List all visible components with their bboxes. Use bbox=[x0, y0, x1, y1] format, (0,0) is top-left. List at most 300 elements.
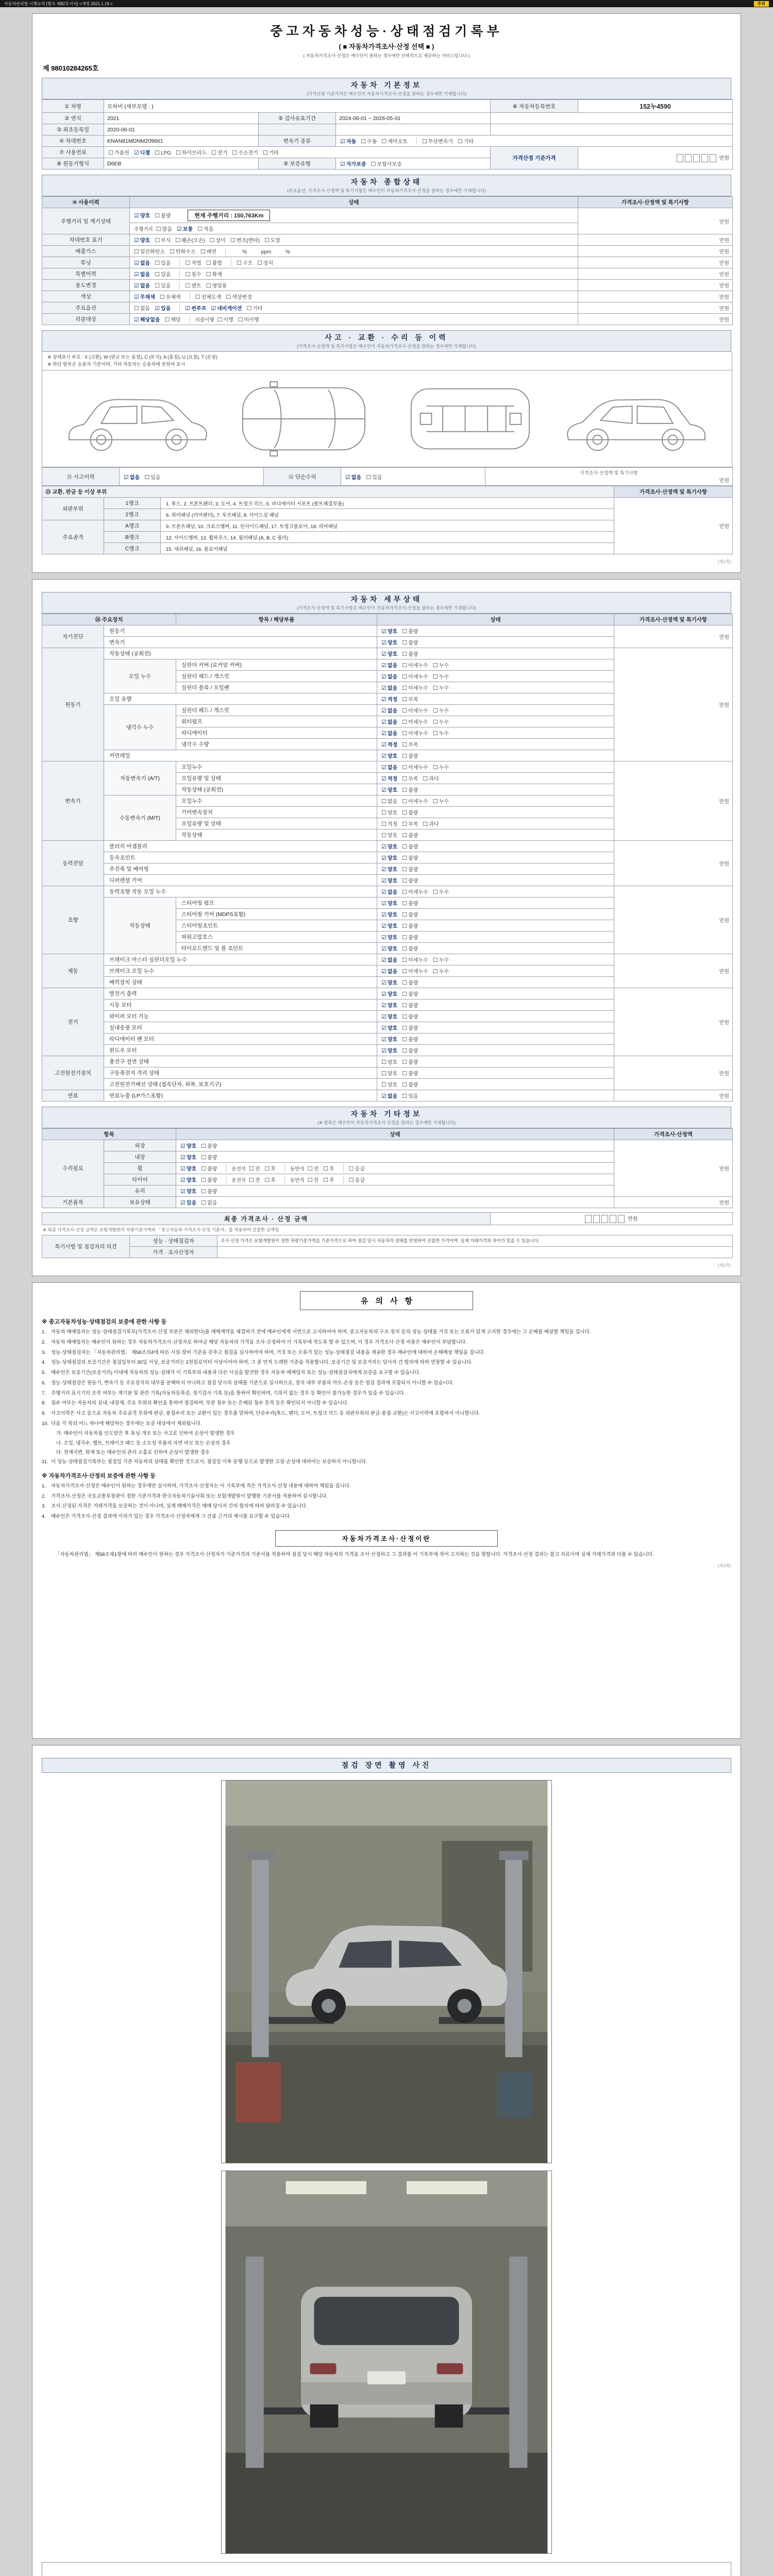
checkbox-후[interactable] bbox=[265, 1176, 276, 1183]
note-text: 성능·상태점검은 원동기, 변속기 등 주요장치의 내부를 분해하지 아니하고 점검 당시의 상태를 기준으로 실시하므로, 장치 내부 부품의 마모·손상 등은 점검 결과에 포함되지 아니할 수 있습니다. bbox=[51, 1380, 454, 1386]
checkbox-구조[interactable] bbox=[237, 259, 253, 266]
checkbox-불량[interactable] bbox=[402, 854, 418, 861]
checkbox-불법[interactable] bbox=[206, 259, 222, 266]
checkbox-label: 불량 bbox=[408, 992, 418, 997]
value-cell: 가격조사·산정액 및 특기사항 bbox=[578, 197, 733, 208]
checkbox-없음[interactable] bbox=[345, 473, 361, 481]
checkbox-불량[interactable] bbox=[402, 865, 418, 873]
checkbox-후[interactable] bbox=[323, 1164, 334, 1172]
checkbox-양호[interactable] bbox=[180, 1176, 196, 1183]
checkbox-없음[interactable] bbox=[381, 888, 397, 895]
checkbox-불량[interactable] bbox=[402, 1046, 418, 1054]
checkbox-많음[interactable] bbox=[156, 225, 172, 232]
checkbox-누수[interactable] bbox=[433, 718, 449, 725]
checkbox-불량[interactable] bbox=[402, 627, 418, 635]
checkbox-수소전기[interactable] bbox=[232, 148, 258, 156]
checkbox-불량[interactable] bbox=[201, 1164, 217, 1172]
value-cell: 만원 bbox=[578, 246, 733, 257]
checkbox-양호[interactable] bbox=[381, 910, 397, 918]
unchecked-checkbox-glyph: ☐ bbox=[185, 283, 191, 289]
checkbox-일산화탄소[interactable] bbox=[134, 247, 165, 255]
checkbox-양호[interactable] bbox=[134, 236, 150, 244]
value-cell: 워터펌프 bbox=[176, 716, 377, 727]
label-cell: 주행거리 및 계기상태 bbox=[42, 208, 130, 234]
checked-checkbox-glyph: ☑ bbox=[134, 272, 139, 278]
checkbox-label: 있음 bbox=[161, 261, 171, 266]
checkbox-적정[interactable] bbox=[381, 695, 397, 703]
checkbox-누수[interactable] bbox=[433, 797, 449, 805]
checkbox-침수[interactable] bbox=[185, 270, 201, 278]
value-cell bbox=[377, 761, 614, 773]
checkbox-양호[interactable] bbox=[180, 1153, 196, 1161]
checkbox-부족[interactable] bbox=[402, 740, 418, 748]
checkbox-없음[interactable] bbox=[124, 473, 140, 481]
checked-checkbox-glyph: ☑ bbox=[381, 946, 386, 952]
checkbox-부족[interactable] bbox=[402, 820, 418, 827]
checkbox-불량[interactable] bbox=[402, 922, 418, 929]
option-group bbox=[380, 854, 427, 861]
section-overall-condition bbox=[42, 175, 731, 196]
checkbox-양호[interactable] bbox=[381, 854, 397, 861]
checkbox-불량[interactable] bbox=[402, 876, 418, 884]
checkbox-자가보증[interactable] bbox=[340, 160, 366, 167]
checkbox-누수[interactable] bbox=[433, 684, 449, 691]
unchecked-checkbox-glyph: ☐ bbox=[211, 150, 217, 156]
checkbox-매연[interactable] bbox=[200, 247, 216, 255]
note-number: 5. bbox=[42, 1370, 46, 1376]
checkbox-없음[interactable] bbox=[381, 729, 397, 737]
note-item bbox=[42, 1420, 731, 1428]
checkbox-불량[interactable] bbox=[155, 211, 171, 219]
checkbox-불량[interactable] bbox=[201, 1176, 217, 1183]
checkbox-누수[interactable] bbox=[433, 763, 449, 771]
checkbox-누수[interactable] bbox=[433, 967, 449, 975]
checkbox-미세누수[interactable] bbox=[402, 729, 428, 737]
checkbox-전[interactable] bbox=[249, 1176, 260, 1183]
unchecked-checkbox-glyph: ☐ bbox=[432, 674, 438, 680]
unchecked-checkbox-glyph: ☐ bbox=[402, 1025, 408, 1031]
checkbox-불량[interactable] bbox=[402, 1012, 418, 1020]
option-group bbox=[380, 740, 427, 748]
checkbox-후[interactable] bbox=[323, 1176, 334, 1183]
checkbox-무단변속기[interactable] bbox=[422, 137, 453, 145]
unchecked-checkbox-glyph: ☐ bbox=[402, 674, 408, 680]
checkbox-양호[interactable] bbox=[381, 808, 397, 816]
value-cell: 오일누수 bbox=[176, 761, 377, 773]
checked-checkbox-glyph: ☑ bbox=[180, 1200, 186, 1206]
checkbox-양호[interactable] bbox=[381, 876, 397, 884]
checkbox-label: 없음 bbox=[387, 765, 398, 771]
label-cell: 외장 bbox=[104, 1140, 176, 1151]
value-cell: 오일유량 및 상태 bbox=[176, 773, 377, 784]
option-group bbox=[380, 865, 427, 873]
checkbox-양호[interactable] bbox=[381, 638, 397, 646]
value-cell: 오일누수 bbox=[176, 795, 377, 807]
legend-line-1: ※ 상태표시 부호 : X (교환), W (판금 또는 용접), C (부식), A (흠집), U (요철), T (손상) bbox=[47, 354, 217, 360]
checkbox-label: 미세누수 bbox=[408, 890, 428, 895]
checkbox-불량[interactable] bbox=[402, 1080, 418, 1088]
form-reference-text: 자동차관리법 시행규칙 [별지 제82호서식] <개정 2021.1.19.> bbox=[4, 1, 113, 6]
inspection-photos bbox=[42, 1780, 731, 2554]
checkbox-label: 불량 bbox=[408, 844, 418, 850]
checkbox-도말[interactable] bbox=[264, 236, 280, 244]
checkbox-화재[interactable] bbox=[206, 270, 222, 278]
checkbox-label: 양호 bbox=[387, 878, 398, 884]
checkbox-label: 영업용 bbox=[212, 283, 227, 289]
checkbox-미세누수[interactable] bbox=[402, 684, 428, 691]
checkbox-불량[interactable] bbox=[402, 650, 418, 657]
checkbox-불량[interactable] bbox=[201, 1187, 217, 1195]
unchecked-checkbox-glyph: ☐ bbox=[432, 731, 438, 737]
checkbox-label: 양호 bbox=[387, 935, 398, 941]
checkbox-불량[interactable] bbox=[402, 990, 418, 997]
value-cell bbox=[377, 795, 614, 807]
checkbox-썬루프[interactable] bbox=[185, 304, 206, 312]
value-cell bbox=[176, 1163, 614, 1174]
option-group-label: 운전석 bbox=[231, 1166, 246, 1172]
value-cell: 디퍼렌셜 기어 bbox=[104, 875, 377, 886]
checkbox-미세누수[interactable] bbox=[402, 888, 428, 895]
checkbox-전[interactable] bbox=[308, 1176, 319, 1183]
checkbox-양호[interactable] bbox=[381, 990, 397, 997]
checked-checkbox-glyph: ☑ bbox=[381, 640, 386, 646]
value-cell bbox=[377, 818, 614, 829]
checkbox-없음[interactable] bbox=[381, 672, 397, 680]
checkbox-양호[interactable] bbox=[134, 211, 150, 219]
checkbox-label: 미세누수 bbox=[408, 674, 428, 680]
checkbox-미세누수[interactable] bbox=[402, 661, 428, 669]
checkbox-미세누수[interactable] bbox=[402, 797, 428, 805]
checkbox-미세누수[interactable] bbox=[402, 718, 428, 725]
checkbox-기타[interactable] bbox=[263, 148, 279, 156]
checkbox-있음[interactable] bbox=[180, 1198, 196, 1206]
checkbox-양호[interactable] bbox=[381, 933, 397, 941]
value-cell: 작동상태 bbox=[104, 897, 176, 954]
checkbox-label: 없음 bbox=[387, 958, 398, 963]
checkbox-기타[interactable] bbox=[458, 137, 474, 145]
value-cell: 구동축전지 격리 상태 bbox=[104, 1067, 377, 1079]
checkbox-없음[interactable] bbox=[381, 763, 397, 771]
car-diagram-right-side bbox=[558, 376, 715, 462]
label-cell: 고전원전기장치 bbox=[42, 1056, 104, 1090]
value-cell bbox=[377, 920, 614, 931]
checkbox-하이브리드[interactable] bbox=[176, 148, 207, 156]
checkbox-누수[interactable] bbox=[433, 956, 449, 963]
checkbox-불량[interactable] bbox=[201, 1142, 217, 1149]
checkbox-보통[interactable] bbox=[177, 225, 193, 232]
checkbox-양호[interactable] bbox=[381, 978, 397, 986]
checkbox-불량[interactable] bbox=[402, 1069, 418, 1077]
checkbox-없음[interactable] bbox=[381, 967, 397, 975]
option-group bbox=[179, 304, 271, 312]
value-cell bbox=[104, 147, 491, 158]
checkbox-없음[interactable] bbox=[381, 718, 397, 725]
checkbox-유채색[interactable] bbox=[160, 293, 181, 300]
checkbox-양호[interactable] bbox=[381, 1046, 397, 1054]
checkbox-label: 미세누수 bbox=[408, 663, 428, 669]
checkbox-변조(변타)[interactable] bbox=[230, 236, 260, 244]
checkbox-LPG[interactable] bbox=[155, 149, 171, 156]
checkbox-있음[interactable] bbox=[155, 281, 171, 289]
checkbox-전기[interactable] bbox=[211, 148, 227, 156]
checkbox-가솔린[interactable] bbox=[108, 148, 129, 156]
checkbox-적법[interactable] bbox=[185, 259, 201, 266]
checkbox-해당없음[interactable] bbox=[134, 315, 160, 323]
unchecked-checkbox-glyph: ☐ bbox=[432, 685, 438, 691]
value-cell bbox=[377, 965, 614, 977]
unchecked-checkbox-glyph: ☐ bbox=[432, 663, 438, 669]
checkbox-불량[interactable] bbox=[402, 1058, 418, 1065]
option-group bbox=[179, 1142, 226, 1149]
checkbox-무채색[interactable] bbox=[134, 293, 155, 300]
checkbox-누수[interactable] bbox=[433, 729, 449, 737]
value-cell: 발전기 출력 bbox=[104, 988, 377, 999]
checkbox-불량[interactable] bbox=[402, 808, 418, 816]
checkbox-label: 후 bbox=[329, 1178, 334, 1183]
checkbox-네비게이션[interactable] bbox=[211, 304, 242, 312]
checkbox-과다[interactable] bbox=[423, 774, 439, 782]
checkbox-적정[interactable] bbox=[381, 774, 397, 782]
label-cell: 기본품목 bbox=[42, 1197, 104, 1208]
checkbox-label: 전 bbox=[255, 1166, 260, 1172]
checkbox-불량[interactable] bbox=[402, 910, 418, 918]
note-item bbox=[42, 1339, 731, 1347]
checkbox-양호[interactable] bbox=[180, 1142, 196, 1149]
checkbox-없음[interactable] bbox=[381, 956, 397, 963]
checkbox-label: 불량 bbox=[408, 867, 418, 873]
section-title: 점검 장면 촬영 사진 bbox=[341, 1761, 432, 1770]
checkbox-없음[interactable] bbox=[134, 304, 150, 312]
checkbox-양호[interactable] bbox=[381, 1001, 397, 1009]
price-digit-box bbox=[601, 1215, 608, 1223]
warning-badge[interactable]: 주의 bbox=[754, 1, 769, 7]
checked-checkbox-glyph: ☑ bbox=[381, 980, 386, 986]
checkbox-영업용[interactable] bbox=[206, 281, 227, 289]
value-cell bbox=[377, 716, 614, 727]
checkbox-양호[interactable] bbox=[381, 752, 397, 759]
checkbox-적음[interactable] bbox=[197, 225, 213, 232]
value-cell: 만원 bbox=[614, 1090, 733, 1101]
checked-checkbox-glyph: ☑ bbox=[381, 663, 386, 669]
checkbox-양호[interactable] bbox=[381, 1012, 397, 1020]
option-group bbox=[380, 978, 427, 986]
checkbox-있음[interactable] bbox=[402, 1092, 418, 1099]
checkbox-부족[interactable] bbox=[402, 774, 418, 782]
checkbox-양호[interactable] bbox=[381, 831, 397, 839]
option-group bbox=[380, 910, 427, 918]
unchecked-checkbox-glyph: ☐ bbox=[402, 946, 408, 952]
checkbox-불량[interactable] bbox=[201, 1153, 217, 1161]
value-cell: 라디에이터 bbox=[176, 727, 377, 739]
checkbox-미세누수[interactable] bbox=[402, 763, 428, 771]
checkbox-누수[interactable] bbox=[433, 672, 449, 680]
checkbox-부족[interactable] bbox=[402, 695, 418, 703]
checkbox-세미오토[interactable] bbox=[381, 137, 408, 145]
checked-checkbox-glyph: ☑ bbox=[381, 685, 386, 691]
checkbox-불량[interactable] bbox=[402, 638, 418, 646]
note-item bbox=[42, 1483, 731, 1490]
unchecked-checkbox-glyph: ☐ bbox=[402, 685, 408, 691]
checkbox-탄화수소[interactable] bbox=[170, 247, 196, 255]
checkbox-불량[interactable] bbox=[402, 786, 418, 793]
option-group bbox=[380, 944, 427, 952]
unchecked-checkbox-glyph: ☐ bbox=[402, 1093, 408, 1099]
unchecked-checkbox-glyph: ☐ bbox=[175, 238, 181, 244]
checkbox-이행[interactable] bbox=[217, 315, 233, 323]
checkbox-label: 적법 bbox=[191, 261, 201, 266]
checkbox-양호[interactable] bbox=[381, 842, 397, 850]
checkbox-불량[interactable] bbox=[402, 842, 418, 850]
option-group bbox=[380, 1080, 427, 1088]
unchecked-checkbox-glyph: ☐ bbox=[217, 317, 223, 323]
checkbox-미이행[interactable] bbox=[238, 315, 259, 323]
checkbox-불량[interactable] bbox=[402, 944, 418, 952]
checkbox-양호[interactable] bbox=[381, 922, 397, 929]
checkbox-보험사보증[interactable] bbox=[371, 160, 402, 167]
checkbox-없음[interactable] bbox=[134, 281, 150, 289]
option-group bbox=[380, 820, 448, 827]
checkbox-양호[interactable] bbox=[381, 1024, 397, 1031]
checkbox-누수[interactable] bbox=[433, 888, 449, 895]
checkbox-없음[interactable] bbox=[201, 1198, 217, 1206]
checkbox-미세누수[interactable] bbox=[402, 956, 428, 963]
checkbox-양호[interactable] bbox=[381, 786, 397, 793]
checkbox-양호[interactable] bbox=[381, 1058, 397, 1065]
checkbox-과다[interactable] bbox=[423, 820, 439, 827]
note-number: 2. bbox=[42, 1339, 46, 1345]
checkbox-없음[interactable] bbox=[381, 661, 397, 669]
checkbox-없음[interactable] bbox=[134, 259, 150, 266]
checkbox-누수[interactable] bbox=[433, 706, 449, 714]
checkbox-있음[interactable] bbox=[366, 473, 382, 481]
checkbox-미세누수[interactable] bbox=[402, 967, 428, 975]
checkbox-불량[interactable] bbox=[402, 1035, 418, 1043]
checkbox-렌트[interactable] bbox=[185, 281, 201, 289]
checkbox-있음[interactable] bbox=[155, 304, 171, 312]
value-cell: D6EB bbox=[104, 158, 259, 170]
checkbox-부식[interactable] bbox=[155, 236, 171, 244]
checkbox-없음[interactable] bbox=[381, 1092, 397, 1099]
unchecked-checkbox-glyph: ☐ bbox=[155, 283, 160, 289]
checked-checkbox-glyph: ☑ bbox=[134, 317, 139, 323]
checkbox-양호[interactable] bbox=[381, 1080, 397, 1088]
checkbox-해당[interactable] bbox=[165, 315, 181, 323]
checkbox-없음[interactable] bbox=[381, 797, 397, 805]
checkbox-불량[interactable] bbox=[402, 1024, 418, 1031]
checkbox-있음[interactable] bbox=[144, 473, 160, 481]
note-text: 가격조사·산정은 국토교통부장관이 정한 기준가격과 한국자동차기술사회 또는 보험개발원이 발행한 기준서를 적용하여 실시합니다. bbox=[51, 1493, 328, 1499]
checkbox-양호[interactable] bbox=[381, 627, 397, 635]
checkbox-불량[interactable] bbox=[402, 899, 418, 907]
checkbox-적정[interactable] bbox=[381, 740, 397, 748]
checkbox-누수[interactable] bbox=[433, 661, 449, 669]
checkbox-양호[interactable] bbox=[180, 1164, 196, 1172]
checkbox-색상변경[interactable] bbox=[226, 293, 252, 300]
note-number: 1. bbox=[42, 1483, 46, 1489]
checkbox-없음[interactable] bbox=[134, 270, 150, 278]
label-cell: 최종 가격조사 · 산정 금액 bbox=[42, 1213, 491, 1225]
checkbox-기타[interactable] bbox=[246, 304, 262, 312]
unchecked-checkbox-glyph: ☐ bbox=[155, 272, 160, 278]
checkbox-미세누수[interactable] bbox=[402, 706, 428, 714]
checkbox-응급[interactable] bbox=[349, 1164, 365, 1172]
checkbox-있음[interactable] bbox=[155, 259, 171, 266]
label-cell: ⑥ 자동차등록번호 bbox=[491, 100, 578, 113]
checkbox-label: 없음 bbox=[387, 969, 398, 975]
note-item bbox=[42, 1459, 731, 1466]
checkbox-상이[interactable] bbox=[210, 236, 226, 244]
unchecked-checkbox-glyph: ☐ bbox=[248, 1166, 254, 1172]
checkbox-양호[interactable] bbox=[381, 944, 397, 952]
checkbox-label: 불량 bbox=[408, 980, 418, 986]
checkbox-전[interactable] bbox=[308, 1164, 319, 1172]
value-cell: 항목 bbox=[42, 1129, 176, 1140]
checkbox-장치[interactable] bbox=[257, 259, 273, 266]
checkbox-수동[interactable] bbox=[361, 137, 377, 145]
label-cell: 연료 bbox=[42, 1090, 104, 1101]
checkbox-불량[interactable] bbox=[402, 831, 418, 839]
checkbox-훼손(오손)[interactable] bbox=[175, 236, 205, 244]
checkbox-후[interactable] bbox=[265, 1164, 276, 1172]
checkbox-불량[interactable] bbox=[402, 752, 418, 759]
checkbox-전체도색[interactable] bbox=[195, 293, 222, 300]
value-cell: 충전구 절연 상태 bbox=[104, 1056, 377, 1067]
checkbox-양호[interactable] bbox=[381, 650, 397, 657]
checkbox-양호[interactable] bbox=[381, 1035, 397, 1043]
checkbox-있음[interactable] bbox=[155, 270, 171, 278]
checkbox-label: 누수 bbox=[439, 958, 449, 963]
checkbox-적정[interactable] bbox=[381, 820, 397, 827]
label-cell: 특기사항 및 점검자의 의견 bbox=[42, 1235, 130, 1258]
checkbox-label: 없음 bbox=[351, 474, 362, 481]
table-row bbox=[42, 486, 733, 498]
checkbox-label: 불량 bbox=[207, 1189, 217, 1195]
checkbox-없음[interactable] bbox=[381, 706, 397, 714]
notes-section-a-items bbox=[42, 1329, 731, 1466]
option-group bbox=[380, 729, 458, 737]
checkbox-label: 무단변속기 bbox=[428, 139, 453, 145]
unchecked-checkbox-glyph: ☐ bbox=[232, 150, 238, 156]
option-group bbox=[380, 1058, 427, 1065]
document-subtitle: ( ■ 자동차가격조사·산정 선택 ■ ) bbox=[339, 43, 434, 50]
value-cell bbox=[377, 739, 614, 750]
section-title: 자동차 기본정보 bbox=[350, 81, 423, 89]
checkbox-양호[interactable] bbox=[381, 1069, 397, 1077]
checkbox-불량[interactable] bbox=[402, 978, 418, 986]
checkbox-양호[interactable] bbox=[381, 899, 397, 907]
note-item bbox=[42, 1400, 731, 1408]
checkbox-전[interactable] bbox=[249, 1164, 260, 1172]
option-group bbox=[284, 1176, 343, 1183]
checkbox-디젤[interactable] bbox=[134, 148, 150, 156]
checkbox-양호[interactable] bbox=[381, 865, 397, 873]
checkbox-양호[interactable] bbox=[180, 1187, 196, 1195]
checkbox-label: 양호 bbox=[387, 652, 398, 657]
checkbox-응급[interactable] bbox=[349, 1176, 365, 1183]
value-cell: 스티어링 펌프 bbox=[176, 897, 377, 909]
checkbox-label: 해당없음 bbox=[140, 317, 160, 323]
unchecked-checkbox-glyph: ☐ bbox=[402, 1082, 408, 1088]
checkbox-불량[interactable] bbox=[402, 1001, 418, 1009]
checkbox-미세누수[interactable] bbox=[402, 672, 428, 680]
checkbox-불량[interactable] bbox=[402, 933, 418, 941]
value-cell: 커먼레일 bbox=[104, 750, 377, 761]
table-row bbox=[42, 1247, 733, 1258]
checkbox-없음[interactable] bbox=[381, 684, 397, 691]
note-text: 주행거리 표시기의 조작 여부는 계기판 및 관련 기록(자동차등록증, 정기검사 기록 등)을 통하여 확인하며, 기록이 없는 경우 등 확인이 불가능한 경우가 있을 수 있습니다. bbox=[51, 1390, 406, 1396]
checkbox-label: 누수 bbox=[439, 686, 449, 691]
checkbox-자동[interactable] bbox=[340, 137, 356, 145]
